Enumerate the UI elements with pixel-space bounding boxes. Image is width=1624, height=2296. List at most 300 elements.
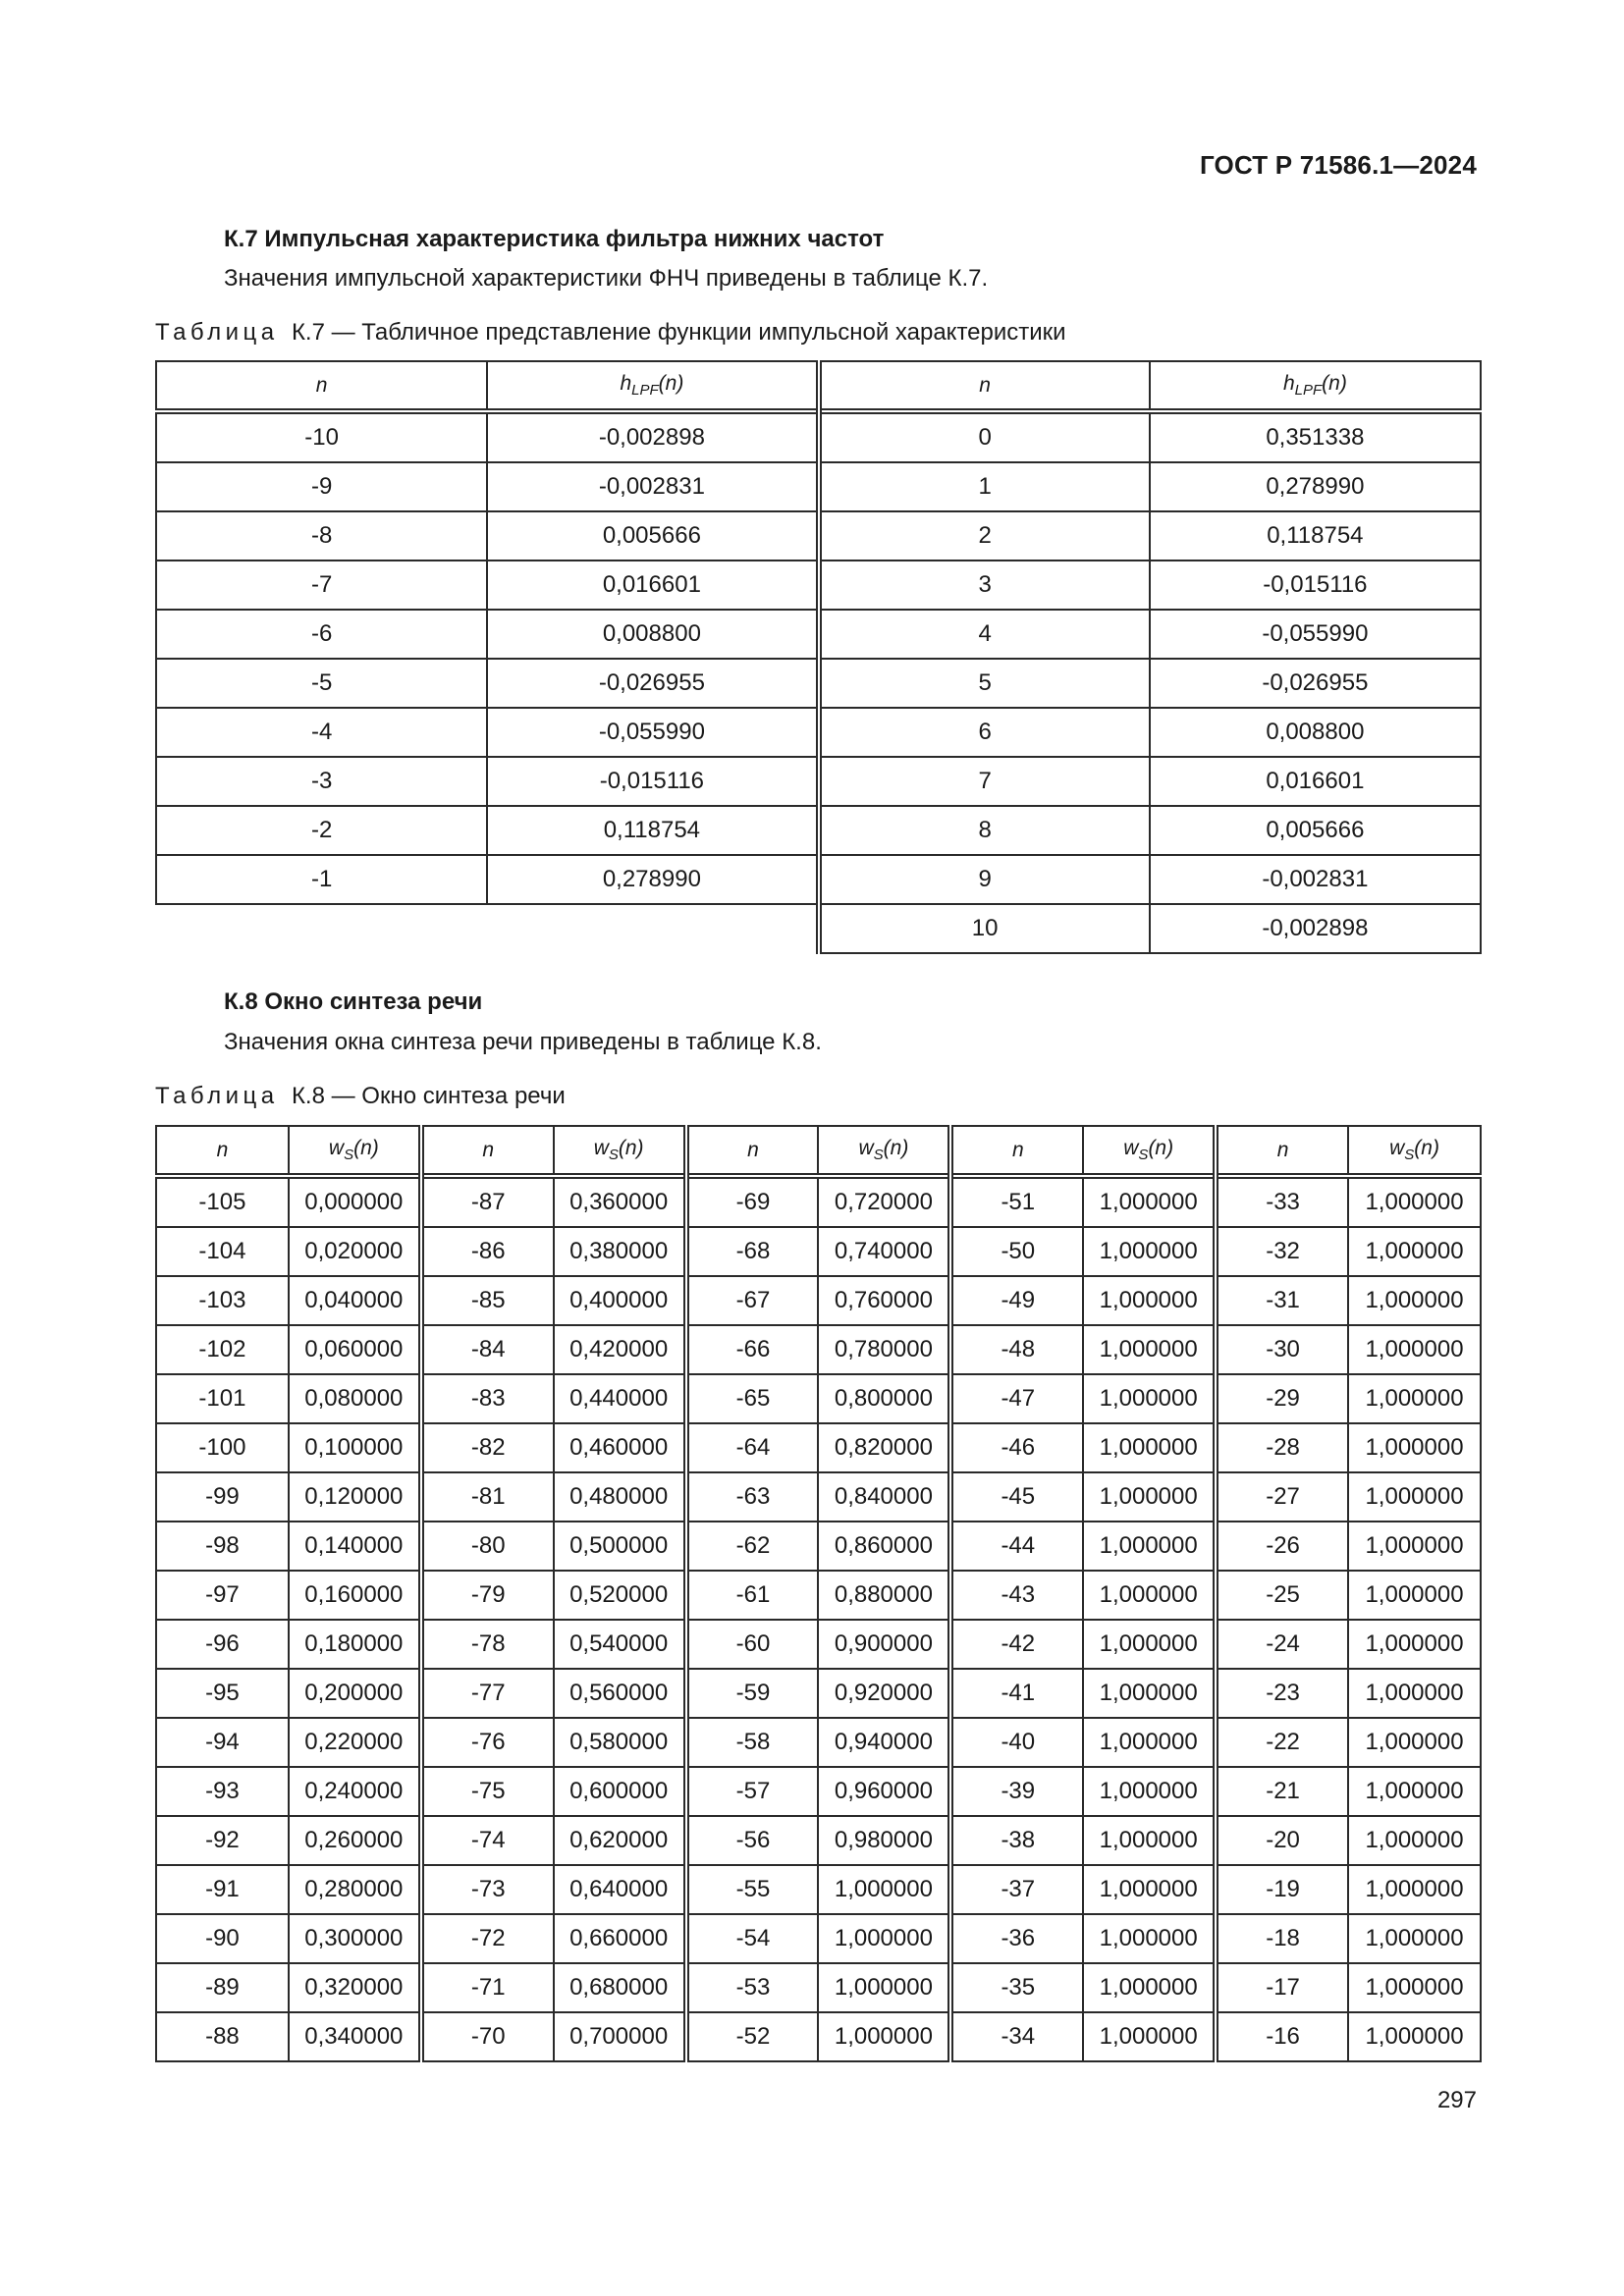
cell-h-lpf: 0,278990 <box>487 855 818 904</box>
cell-n: -53 <box>686 1963 819 2012</box>
cell-n: -23 <box>1216 1669 1348 1718</box>
table-row <box>156 1374 1481 1423</box>
cell-ws: 1,000000 <box>1348 1472 1481 1522</box>
cell-ws: 1,000000 <box>1083 1522 1216 1571</box>
cell-n: -66 <box>686 1325 819 1374</box>
cell-n: -30 <box>1216 1325 1348 1374</box>
cell-ws: 1,000000 <box>1083 1963 1216 2012</box>
cell-n: -70 <box>421 2012 554 2061</box>
cell-ws: 0,180000 <box>289 1620 421 1669</box>
cell-n: -89 <box>156 1963 289 2012</box>
cell-n: -79 <box>421 1571 554 1620</box>
col-w-subscript: S <box>608 1147 619 1164</box>
table-row <box>156 904 1481 953</box>
cell-ws: 0,500000 <box>554 1522 686 1571</box>
cell-n: -52 <box>686 2012 819 2061</box>
empty-cell <box>156 904 487 953</box>
cell-ws: 1,000000 <box>1083 1276 1216 1325</box>
col-w-arg: (n) <box>618 1136 644 1159</box>
cell-n: -56 <box>686 1816 819 1865</box>
table-row <box>156 1227 1481 1276</box>
col-n-label: n <box>315 373 328 397</box>
cell-ws: 0,920000 <box>818 1669 950 1718</box>
cell-ws: 0,480000 <box>554 1472 686 1522</box>
cell-n: -27 <box>1216 1472 1348 1522</box>
cell-ws: 1,000000 <box>1083 1227 1216 1276</box>
cell-ws: 1,000000 <box>1083 1472 1216 1522</box>
table-row <box>156 561 1481 610</box>
cell-n: -16 <box>1216 2012 1348 2061</box>
cell-ws: 1,000000 <box>1348 1620 1481 1669</box>
cell-n: -51 <box>950 1176 1083 1227</box>
col-h-subscript: LPF <box>1294 382 1323 400</box>
table-row <box>156 411 1481 462</box>
cell-n: -65 <box>686 1374 819 1423</box>
section-k7-text: Значения импульсной характеристики ФНЧ приведены в таблице К.7. <box>224 265 989 292</box>
cell-h-lpf: 0,008800 <box>487 610 818 659</box>
table-row <box>156 1276 1481 1325</box>
table-k7-col-h-left <box>487 361 818 411</box>
cell-n: -82 <box>421 1423 554 1472</box>
cell-n: 4 <box>819 610 1150 659</box>
cell-ws: 1,000000 <box>1348 1669 1481 1718</box>
cell-ws: 0,300000 <box>289 1914 421 1963</box>
table-k8-caption-label: Таблица <box>155 1083 279 1109</box>
col-n-label: n <box>747 1138 759 1161</box>
cell-ws: 0,720000 <box>818 1176 950 1227</box>
table-k8-caption-title: К.8 — Окно синтеза речи <box>291 1083 566 1109</box>
cell-ws: 0,660000 <box>554 1914 686 1963</box>
cell-n: -5 <box>156 659 487 708</box>
cell-ws: 0,060000 <box>289 1325 421 1374</box>
cell-n: -99 <box>156 1472 289 1522</box>
col-n-label: n <box>979 373 991 397</box>
table-k8-header-row <box>156 1126 1481 1176</box>
cell-n: -103 <box>156 1276 289 1325</box>
table-row <box>156 1718 1481 1767</box>
table-k8-col-ws <box>289 1126 421 1176</box>
table-k8-caption <box>155 1083 566 1110</box>
cell-ws: 0,860000 <box>818 1522 950 1571</box>
table-k7-caption-label: Таблица <box>155 319 279 346</box>
cell-n: -19 <box>1216 1865 1348 1914</box>
cell-n: -96 <box>156 1620 289 1669</box>
cell-ws: 0,020000 <box>289 1227 421 1276</box>
cell-n: -84 <box>421 1325 554 1374</box>
cell-ws: 0,760000 <box>818 1276 950 1325</box>
cell-ws: 0,940000 <box>818 1718 950 1767</box>
cell-ws: 0,840000 <box>818 1472 950 1522</box>
cell-n: -1 <box>156 855 487 904</box>
cell-h-lpf: -0,015116 <box>1150 561 1481 610</box>
cell-n: -36 <box>950 1914 1083 1963</box>
cell-n: -21 <box>1216 1767 1348 1816</box>
table-k8-col-n <box>421 1126 554 1176</box>
cell-ws: 0,080000 <box>289 1374 421 1423</box>
cell-ws: 0,700000 <box>554 2012 686 2061</box>
cell-ws: 1,000000 <box>1083 1865 1216 1914</box>
cell-ws: 0,900000 <box>818 1620 950 1669</box>
cell-n: -17 <box>1216 1963 1348 2012</box>
page-number: 297 <box>1436 2087 1477 2113</box>
cell-ws: 1,000000 <box>1083 1914 1216 1963</box>
cell-h-lpf: 0,118754 <box>487 806 818 855</box>
cell-n: -35 <box>950 1963 1083 2012</box>
cell-ws: 0,520000 <box>554 1571 686 1620</box>
cell-ws: 1,000000 <box>1348 2012 1481 2061</box>
table-row <box>156 1571 1481 1620</box>
cell-ws: 1,000000 <box>1083 1374 1216 1423</box>
cell-h-lpf: 0,118754 <box>1150 511 1481 561</box>
cell-ws: 1,000000 <box>1348 1176 1481 1227</box>
cell-n: -37 <box>950 1865 1083 1914</box>
cell-n: -50 <box>950 1227 1083 1276</box>
cell-ws: 1,000000 <box>1083 1620 1216 1669</box>
cell-ws: 1,000000 <box>1083 1767 1216 1816</box>
col-w-subscript: S <box>1138 1147 1149 1164</box>
table-k7-col-h-right <box>1150 361 1481 411</box>
cell-ws: 1,000000 <box>1083 1176 1216 1227</box>
cell-n: 1 <box>819 462 1150 511</box>
cell-ws: 0,680000 <box>554 1963 686 2012</box>
cell-n: -98 <box>156 1522 289 1571</box>
cell-n: -41 <box>950 1669 1083 1718</box>
cell-ws: 1,000000 <box>1348 1374 1481 1423</box>
cell-n: -29 <box>1216 1374 1348 1423</box>
cell-n: -83 <box>421 1374 554 1423</box>
cell-n: -104 <box>156 1227 289 1276</box>
cell-n: -64 <box>686 1423 819 1472</box>
table-row <box>156 1816 1481 1865</box>
cell-n: -67 <box>686 1276 819 1325</box>
cell-ws: 0,240000 <box>289 1767 421 1816</box>
cell-n: -39 <box>950 1767 1083 1816</box>
cell-n: -49 <box>950 1276 1083 1325</box>
col-w-label: w <box>1123 1136 1139 1159</box>
col-w-subscript: S <box>344 1147 354 1164</box>
cell-n: 6 <box>819 708 1150 757</box>
cell-h-lpf: -0,026955 <box>1150 659 1481 708</box>
cell-ws: 0,120000 <box>289 1472 421 1522</box>
table-k8-col-n <box>950 1126 1083 1176</box>
cell-n: -62 <box>686 1522 819 1571</box>
cell-n: -59 <box>686 1669 819 1718</box>
cell-n: -95 <box>156 1669 289 1718</box>
cell-n: -9 <box>156 462 487 511</box>
cell-ws: 1,000000 <box>1348 1522 1481 1571</box>
cell-n: -80 <box>421 1522 554 1571</box>
cell-ws: 0,420000 <box>554 1325 686 1374</box>
table-row <box>156 1522 1481 1571</box>
cell-ws: 0,280000 <box>289 1865 421 1914</box>
table-k8-col-n <box>156 1126 289 1176</box>
cell-n: -87 <box>421 1176 554 1227</box>
section-k8-heading: К.8 Окно синтеза речи <box>224 988 483 1015</box>
cell-n: -74 <box>421 1816 554 1865</box>
cell-ws: 0,200000 <box>289 1669 421 1718</box>
table-row <box>156 806 1481 855</box>
table-row <box>156 1423 1481 1472</box>
cell-n: -100 <box>156 1423 289 1472</box>
table-row <box>156 1669 1481 1718</box>
table-k7-caption <box>155 319 1066 347</box>
cell-ws: 1,000000 <box>1083 1718 1216 1767</box>
col-w-arg: (n) <box>1148 1136 1174 1159</box>
col-w-label: w <box>1389 1136 1405 1159</box>
table-row <box>156 1767 1481 1816</box>
cell-n: -78 <box>421 1620 554 1669</box>
cell-n: -60 <box>686 1620 819 1669</box>
cell-n: -33 <box>1216 1176 1348 1227</box>
cell-n: -54 <box>686 1914 819 1963</box>
cell-ws: 0,160000 <box>289 1571 421 1620</box>
cell-n: -48 <box>950 1325 1083 1374</box>
cell-ws: 0,380000 <box>554 1227 686 1276</box>
col-w-label: w <box>593 1136 609 1159</box>
cell-ws: 1,000000 <box>818 2012 950 2061</box>
col-w-label: w <box>328 1136 345 1159</box>
cell-h-lpf: 0,005666 <box>1150 806 1481 855</box>
cell-ws: 1,000000 <box>1083 1571 1216 1620</box>
table-k8-col-ws <box>818 1126 950 1176</box>
cell-n: -101 <box>156 1374 289 1423</box>
cell-n: 3 <box>819 561 1150 610</box>
col-h-arg: (n) <box>1322 371 1347 395</box>
cell-n: -38 <box>950 1816 1083 1865</box>
cell-n: -97 <box>156 1571 289 1620</box>
cell-n: -68 <box>686 1227 819 1276</box>
table-k8-col-ws <box>1348 1126 1481 1176</box>
cell-n: -2 <box>156 806 487 855</box>
cell-ws: 1,000000 <box>1348 1718 1481 1767</box>
empty-cell <box>487 904 818 953</box>
cell-n: -4 <box>156 708 487 757</box>
col-w-arg: (n) <box>883 1136 909 1159</box>
cell-h-lpf: -0,026955 <box>487 659 818 708</box>
table-row <box>156 511 1481 561</box>
table-row <box>156 1176 1481 1227</box>
cell-ws: 0,740000 <box>818 1227 950 1276</box>
cell-n: 7 <box>819 757 1150 806</box>
cell-h-lpf: 0,351338 <box>1150 411 1481 462</box>
table-row <box>156 462 1481 511</box>
cell-n: -44 <box>950 1522 1083 1571</box>
table-row <box>156 1325 1481 1374</box>
cell-ws: 1,000000 <box>818 1865 950 1914</box>
table-row <box>156 757 1481 806</box>
table-row <box>156 659 1481 708</box>
cell-ws: 1,000000 <box>1083 1423 1216 1472</box>
cell-ws: 0,400000 <box>554 1276 686 1325</box>
cell-ws: 1,000000 <box>1083 1325 1216 1374</box>
cell-ws: 1,000000 <box>1348 1571 1481 1620</box>
cell-n: -25 <box>1216 1571 1348 1620</box>
table-row <box>156 1472 1481 1522</box>
cell-n: -88 <box>156 2012 289 2061</box>
cell-n: -72 <box>421 1914 554 1963</box>
col-n-label: n <box>1011 1138 1024 1161</box>
cell-n: -76 <box>421 1718 554 1767</box>
table-row <box>156 855 1481 904</box>
cell-n: -77 <box>421 1669 554 1718</box>
cell-n: -105 <box>156 1176 289 1227</box>
table-k7-col-n-left <box>156 361 487 411</box>
col-h-subscript: LPF <box>631 382 659 400</box>
cell-n: -18 <box>1216 1914 1348 1963</box>
cell-n: -40 <box>950 1718 1083 1767</box>
cell-h-lpf: 0,005666 <box>487 511 818 561</box>
cell-n: -32 <box>1216 1227 1348 1276</box>
cell-n: -61 <box>686 1571 819 1620</box>
cell-n: -92 <box>156 1816 289 1865</box>
table-k8-col-ws <box>1083 1126 1216 1176</box>
cell-ws: 1,000000 <box>1348 1963 1481 2012</box>
cell-n: -94 <box>156 1718 289 1767</box>
cell-n: -85 <box>421 1276 554 1325</box>
cell-n: -31 <box>1216 1276 1348 1325</box>
cell-ws: 1,000000 <box>818 1963 950 2012</box>
cell-n: -57 <box>686 1767 819 1816</box>
table-k7-body <box>156 411 1481 953</box>
cell-ws: 0,960000 <box>818 1767 950 1816</box>
cell-ws: 0,580000 <box>554 1718 686 1767</box>
cell-ws: 0,560000 <box>554 1669 686 1718</box>
cell-ws: 0,640000 <box>554 1865 686 1914</box>
cell-h-lpf: -0,055990 <box>487 708 818 757</box>
cell-n: -90 <box>156 1914 289 1963</box>
cell-ws: 1,000000 <box>1348 1423 1481 1472</box>
cell-n: -26 <box>1216 1522 1348 1571</box>
col-w-arg: (n) <box>353 1136 379 1159</box>
cell-ws: 0,340000 <box>289 2012 421 2061</box>
cell-ws: 0,820000 <box>818 1423 950 1472</box>
cell-n: 9 <box>819 855 1150 904</box>
table-k8-col-ws <box>554 1126 686 1176</box>
cell-h-lpf: -0,002898 <box>487 411 818 462</box>
table-row <box>156 1865 1481 1914</box>
col-h-arg: (n) <box>658 371 684 395</box>
cell-n: -45 <box>950 1472 1083 1522</box>
cell-n: -75 <box>421 1767 554 1816</box>
cell-n: -10 <box>156 411 487 462</box>
cell-ws: 1,000000 <box>1083 1669 1216 1718</box>
cell-ws: 0,440000 <box>554 1374 686 1423</box>
table-k7 <box>155 360 1482 954</box>
cell-h-lpf: -0,002831 <box>487 462 818 511</box>
cell-h-lpf: 0,008800 <box>1150 708 1481 757</box>
cell-h-lpf: -0,002831 <box>1150 855 1481 904</box>
cell-n: -6 <box>156 610 487 659</box>
cell-ws: 0,220000 <box>289 1718 421 1767</box>
cell-ws: 0,320000 <box>289 1963 421 2012</box>
cell-ws: 1,000000 <box>1348 1767 1481 1816</box>
col-h-label: h <box>1282 371 1295 395</box>
cell-h-lpf: -0,002898 <box>1150 904 1481 953</box>
document-code: ГОСТ Р 71586.1—2024 <box>1199 150 1477 180</box>
cell-h-lpf: -0,015116 <box>487 757 818 806</box>
cell-ws: 1,000000 <box>1348 1276 1481 1325</box>
cell-n: -34 <box>950 2012 1083 2061</box>
cell-ws: 0,000000 <box>289 1176 421 1227</box>
cell-n: 2 <box>819 511 1150 561</box>
cell-n: -8 <box>156 511 487 561</box>
cell-ws: 1,000000 <box>1348 1325 1481 1374</box>
cell-ws: 1,000000 <box>1348 1816 1481 1865</box>
section-k7-heading: К.7 Импульсная характеристика фильтра нижних частот <box>224 226 885 252</box>
table-k8-col-n <box>1216 1126 1348 1176</box>
cell-n: -58 <box>686 1718 819 1767</box>
cell-n: -47 <box>950 1374 1083 1423</box>
cell-n: -20 <box>1216 1816 1348 1865</box>
cell-ws: 1,000000 <box>1083 2012 1216 2061</box>
cell-ws: 0,780000 <box>818 1325 950 1374</box>
cell-ws: 0,260000 <box>289 1816 421 1865</box>
col-n-label: n <box>482 1138 495 1161</box>
cell-n: -69 <box>686 1176 819 1227</box>
cell-n: -42 <box>950 1620 1083 1669</box>
col-w-label: w <box>858 1136 874 1159</box>
cell-ws: 0,880000 <box>818 1571 950 1620</box>
cell-ws: 0,040000 <box>289 1276 421 1325</box>
cell-ws: 0,800000 <box>818 1374 950 1423</box>
table-row <box>156 1620 1481 1669</box>
cell-ws: 0,100000 <box>289 1423 421 1472</box>
table-row <box>156 610 1481 659</box>
cell-n: 8 <box>819 806 1150 855</box>
cell-n: -3 <box>156 757 487 806</box>
cell-ws: 1,000000 <box>818 1914 950 1963</box>
col-w-subscript: S <box>1404 1147 1415 1164</box>
cell-n: -91 <box>156 1865 289 1914</box>
cell-n: -81 <box>421 1472 554 1522</box>
cell-n: -28 <box>1216 1423 1348 1472</box>
cell-ws: 0,540000 <box>554 1620 686 1669</box>
cell-h-lpf: 0,016601 <box>487 561 818 610</box>
table-k7-caption-title: К.7 — Табличное представление функции импульсной характеристики <box>291 319 1066 346</box>
cell-h-lpf: 0,016601 <box>1150 757 1481 806</box>
cell-n: 10 <box>819 904 1150 953</box>
cell-ws: 1,000000 <box>1348 1227 1481 1276</box>
table-row <box>156 2012 1481 2061</box>
cell-n: -102 <box>156 1325 289 1374</box>
col-w-arg: (n) <box>1414 1136 1439 1159</box>
cell-n: -63 <box>686 1472 819 1522</box>
cell-ws: 0,460000 <box>554 1423 686 1472</box>
cell-n: -46 <box>950 1423 1083 1472</box>
cell-ws: 1,000000 <box>1348 1914 1481 1963</box>
cell-ws: 1,000000 <box>1083 1816 1216 1865</box>
cell-n: -22 <box>1216 1718 1348 1767</box>
cell-n: -93 <box>156 1767 289 1816</box>
col-w-subscript: S <box>873 1147 884 1164</box>
cell-n: 0 <box>819 411 1150 462</box>
cell-h-lpf: -0,055990 <box>1150 610 1481 659</box>
col-n-label: n <box>216 1138 229 1161</box>
table-k8-body <box>156 1176 1481 2061</box>
cell-ws: 1,000000 <box>1348 1865 1481 1914</box>
table-row <box>156 1914 1481 1963</box>
cell-n: -24 <box>1216 1620 1348 1669</box>
cell-n: -71 <box>421 1963 554 2012</box>
cell-ws: 0,980000 <box>818 1816 950 1865</box>
cell-n: -7 <box>156 561 487 610</box>
table-row <box>156 1963 1481 2012</box>
table-k8 <box>155 1125 1482 2062</box>
cell-n: -86 <box>421 1227 554 1276</box>
table-k7-col-n-right <box>819 361 1150 411</box>
cell-n: 5 <box>819 659 1150 708</box>
table-k7-header-row <box>156 361 1481 411</box>
